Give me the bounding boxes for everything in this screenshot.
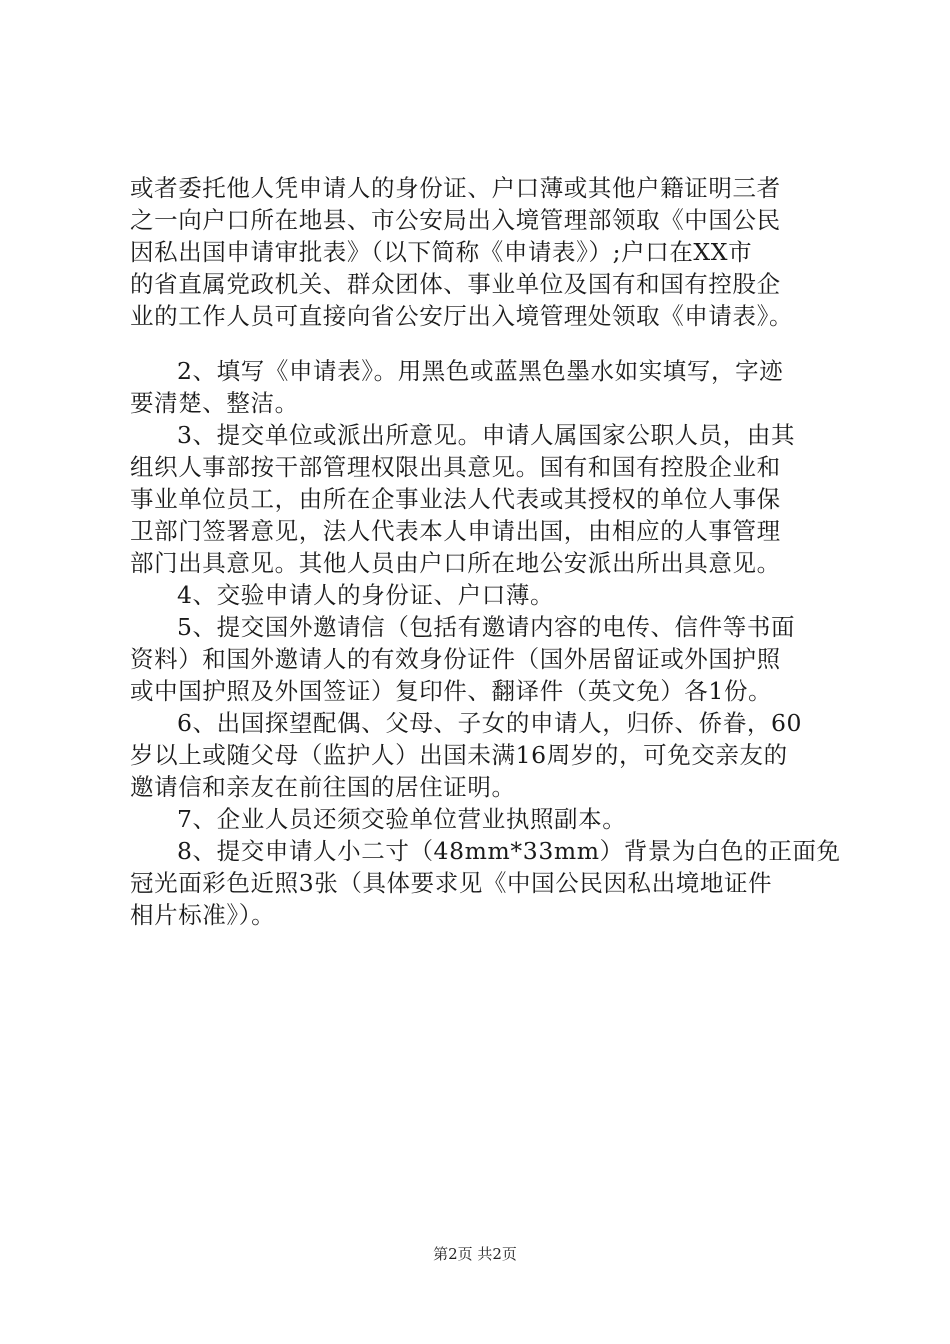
page-footer: 第2页 共2页: [433, 1245, 517, 1263]
text-line: 4、交验申请人的身份证、户口薄。: [177, 581, 555, 609]
paragraph-item-7: [130, 803, 845, 835]
text-line: 业的工作人员可直接向省公安厅出入境管理处领取《申请表》。: [130, 302, 794, 330]
paragraph-item-4: [130, 579, 845, 611]
paragraph-item-5: [130, 611, 845, 707]
text-line: 3、提交单位或派出所意见。申请人属国家公职人员，由其: [177, 421, 796, 449]
text-line: 5、提交国外邀请信（包括有邀请内容的电传、信件等书面: [177, 613, 796, 641]
text-line: 组织人事部按干部管理权限出具意见。国有和国有控股企业和: [130, 453, 781, 481]
text-line: 冠光面彩色近照3张（具体要求见《中国公民因私出境地证件: [130, 869, 773, 897]
text-line: 岁以上或随父母（监护人）出国未满16周岁的，可免交亲友的: [130, 741, 788, 769]
text-line: 8、提交申请人小二寸（48mm*33mm）背景为白色的正面免: [177, 837, 841, 865]
text-line: 6、出国探望配偶、父母、子女的申请人，归侨、侨眷，60: [177, 709, 803, 737]
text-line: 之一向户口所在地县、市公安局出入境管理部领取《中国公民: [130, 206, 781, 234]
text-line: 事业单位员工，由所在企事业法人代表或其授权的单位人事保: [130, 485, 781, 513]
text-line: 2、填写《申请表》。用黑色或蓝黑色墨水如实填写，字迹: [177, 357, 784, 385]
paragraph-item-6: [130, 707, 845, 803]
text-line: 部门出具意见。其他人员由户口所在地公安派出所出具意见。: [130, 549, 781, 577]
text-line: 卫部门签署意见，法人代表本人申请出国，由相应的人事管理: [130, 517, 781, 545]
paragraph-item-8: [130, 835, 845, 931]
text-line: 或者委托他人凭申请人的身份证、户口薄或其他户籍证明三者: [130, 174, 781, 202]
text-line: 或中国护照及外国签证）复印件、翻译件（英文免）各1份。: [130, 677, 773, 705]
paragraph-intro: [130, 172, 845, 332]
text-line: 邀请信和亲友在前往国的居住证明。: [130, 773, 516, 801]
paragraph-item-2: [130, 355, 845, 419]
paragraph-item-3: [130, 419, 845, 579]
text-line: 要清楚、整洁。: [130, 389, 299, 417]
paragraph-spacer: [130, 332, 845, 355]
text-line: 因私出国申请审批表》（以下简称《申请表》）;户口在XX市: [130, 238, 753, 266]
text-line: 的省直属党政机关、群众团体、事业单位及国有和国有控股企: [130, 270, 781, 298]
document-body: [130, 172, 845, 931]
text-line: 7、企业人员还须交验单位营业执照副本。: [177, 805, 627, 833]
text-line: 相片标准》）。: [130, 901, 276, 929]
text-line: 资料）和国外邀请人的有效身份证件（国外居留证或外国护照: [130, 645, 781, 673]
